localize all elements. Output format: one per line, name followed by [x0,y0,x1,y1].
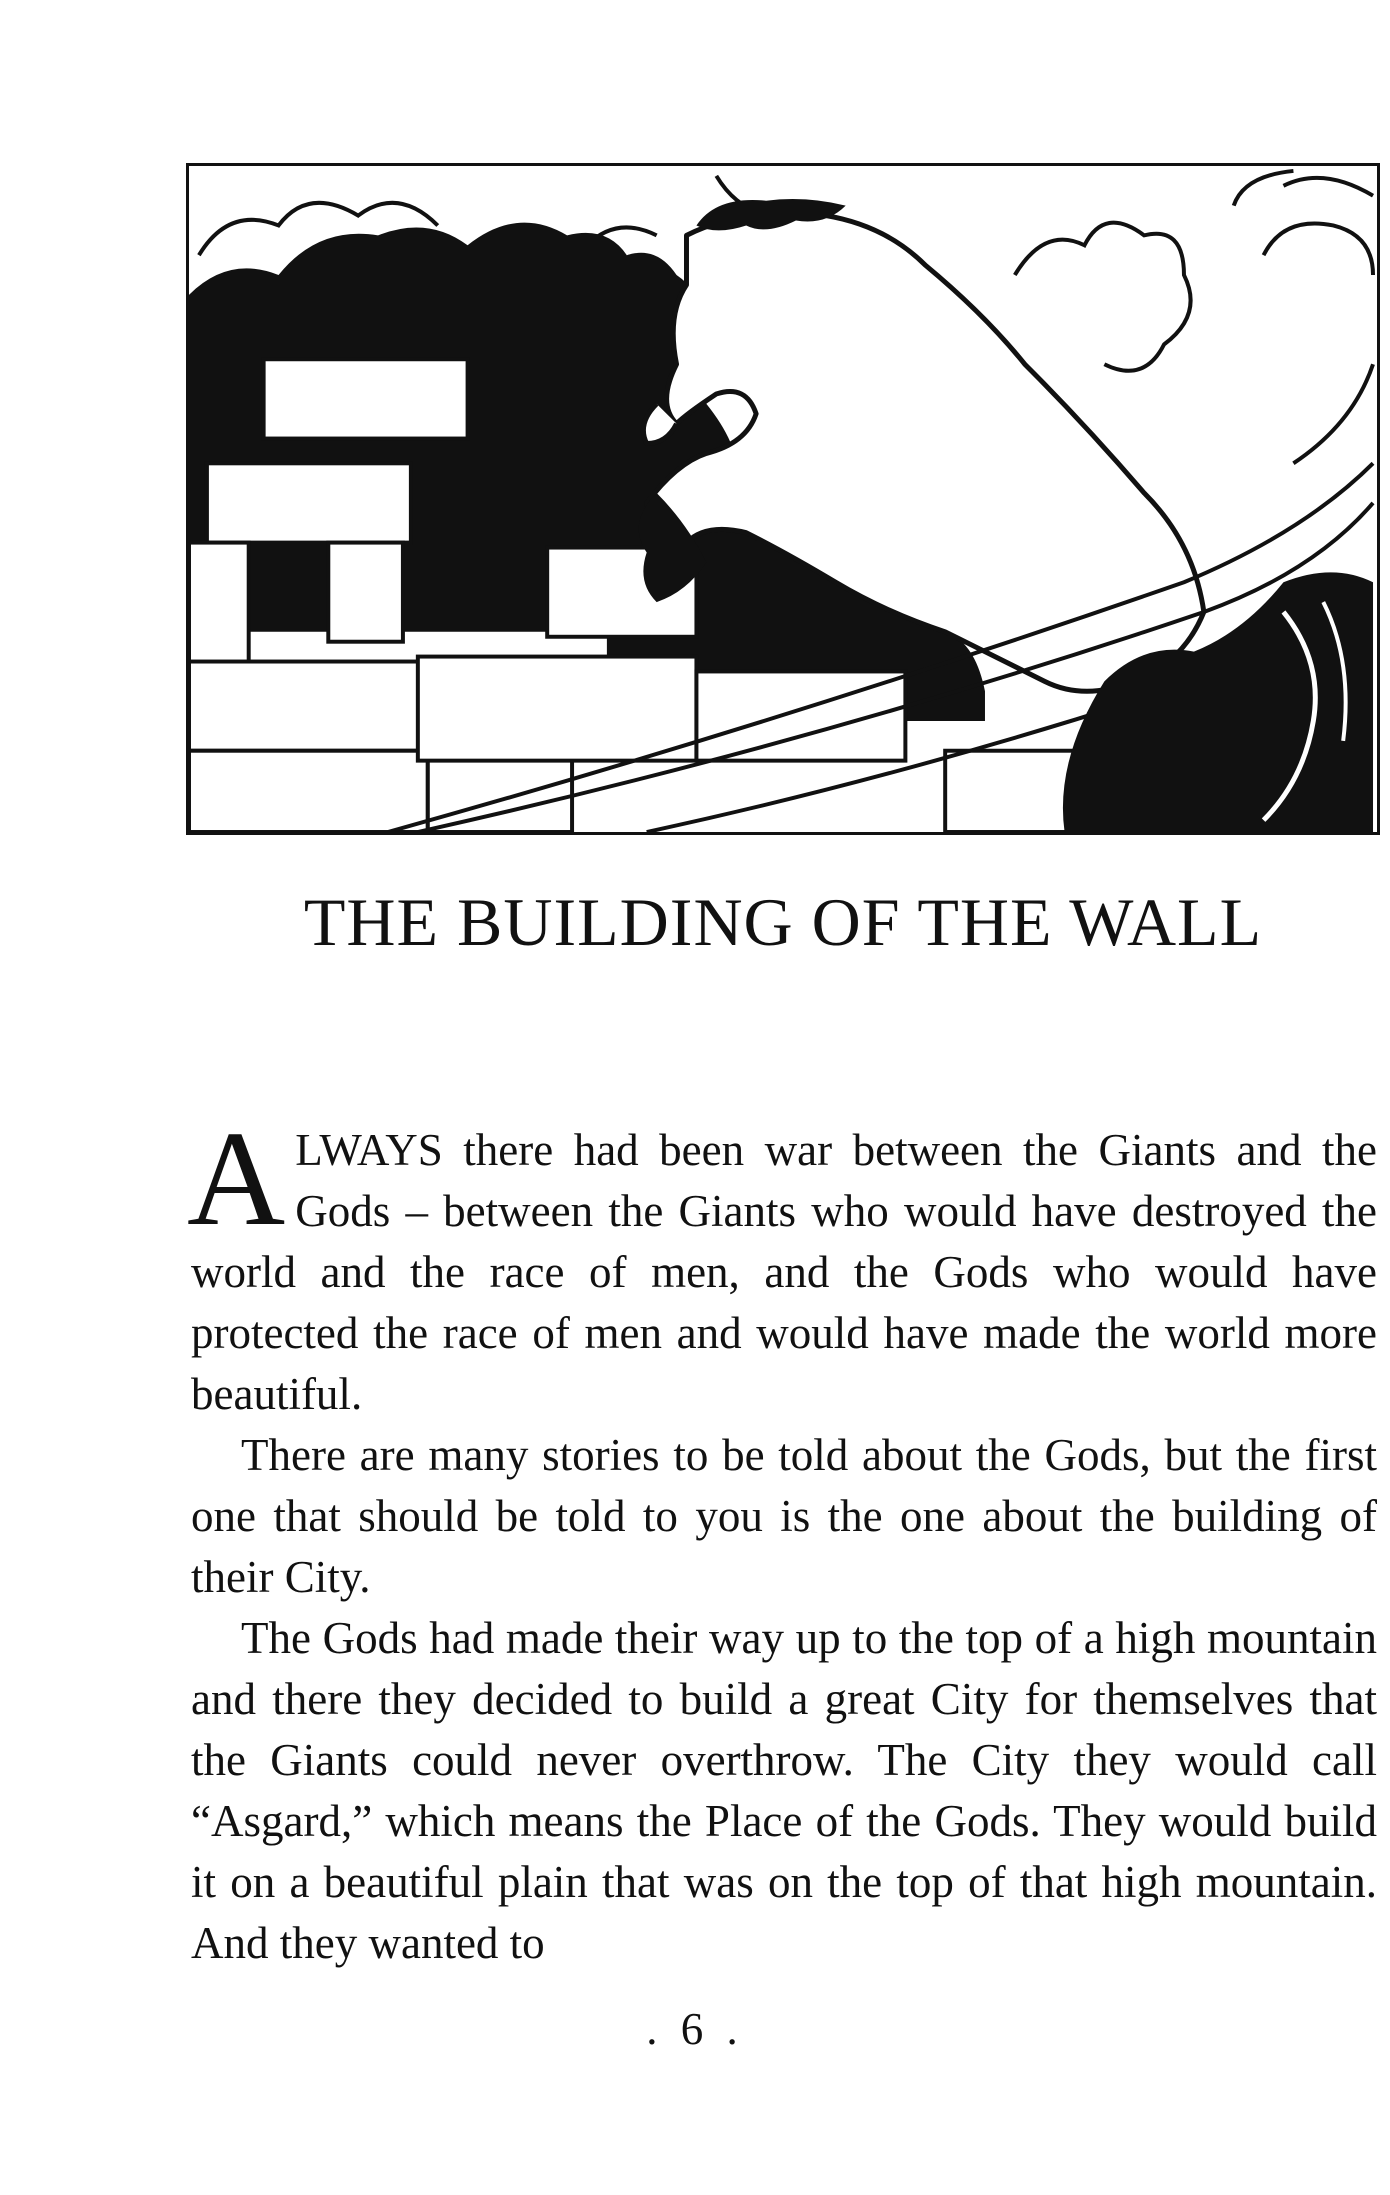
page-number: . 6 . [646,2004,744,2054]
chapter-illustration [186,163,1380,835]
drop-cap: A [187,1104,286,1254]
chapter-title: THE BUILDING OF THE WALL [303,884,1263,960]
paragraph-3: The Gods had made their way up to the top of a high mountain and there they decided to build a great City for themselves that the Giants could never overthrow. The City they would call “Asgard,” which means the Place of the Gods. They would build it on a beautiful plain that was on the top of that high mountain. And they wanted to [191,1613,1377,1968]
paragraph-2: There are many stories to be told about the Gods, but the first one that should be told to you is the one about the building of their City. [191,1430,1377,1602]
paragraph-1-text: LWAYS there had been war between the Giants and the Gods – between the Giants who would have destroyed the world and the race of men, and the Gods who would have protected the race of men and would have made the world more beautiful. [191,1125,1377,1419]
horse-over-wall-illustration [189,166,1377,832]
paragraph-1 [187,1104,1377,1425]
body-text [187,1104,1377,1974]
